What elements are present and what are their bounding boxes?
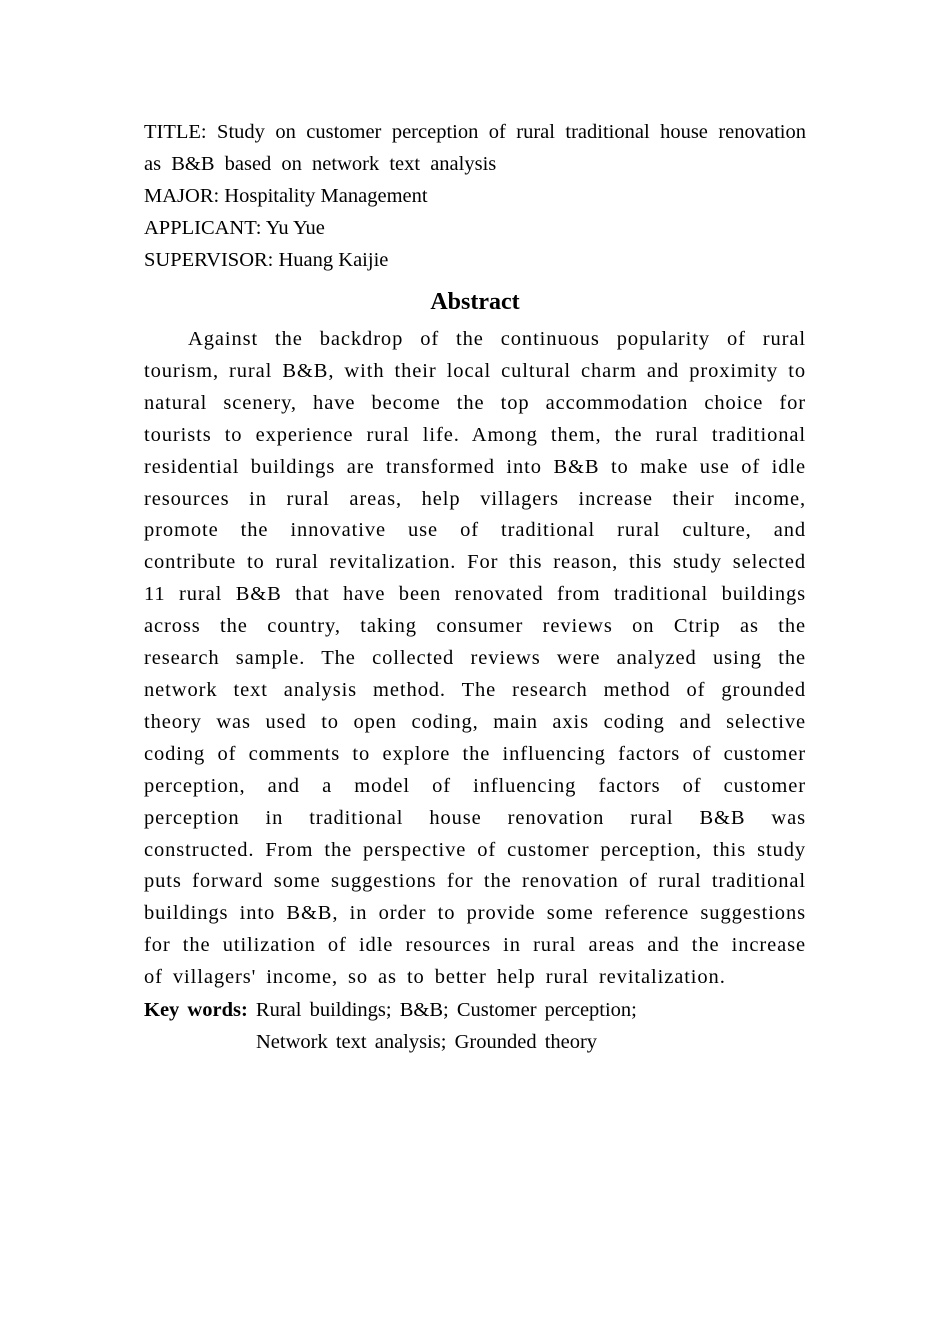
keywords-label: Key words: [144, 999, 248, 1022]
keywords-list-1: Rural buildings; B&B; Customer perception; [255, 999, 637, 1022]
abstract-body: Against the backdrop of the continuous popularity of rural tourism, rural B&B, with their local cultural charm and proximity to natural scenery, have become the top accommodation choice for tourists to experience rural life. Among them, the rural traditional residential buildings are transformed into B&B to make use of idle resources in rural areas, help villagers increase their income, promote the innovative use of traditional rural culture, and contribute to rural revitalization. For this reason, this study selected 11 rural B&B that have been renovated from traditional buildings across the country, taking consumer reviews on Ctrip as the research sample. The collected reviews were analyzed using the network text analysis method. The research method of grounded theory was used to open coding, main axis coding and selective coding of comments to explore the influencing factors of customer perception, and a model of influencing factors of customer perception in traditional house renovation rural B&B was constructed. From the perspective of customer perception, this study puts forward some suggestions for the renovation of rural traditional buildings into B&B, in order to provide some reference suggestions for the utilization of idle resources in rural areas and the increase of villagers' income, so as to better help rural revitalization. [144, 328, 806, 989]
thesis-title: TITLE: Study on customer perception of rural traditional house renovation as B&B based on network text analysis [144, 121, 806, 175]
thesis-applicant: APPLICANT: Yu Yue [144, 217, 325, 239]
abstract-heading: Abstract [430, 289, 520, 315]
thesis-supervisor: SUPERVISOR: Huang Kaijie [144, 249, 389, 271]
thesis-abstract-page [144, 116, 806, 1058]
keywords-line-2 [144, 1026, 806, 1058]
keywords-line-1 [144, 994, 806, 1026]
keywords-list-2: Network text analysis; Grounded theory [256, 1031, 598, 1054]
thesis-major: MAJOR: Hospitality Management [144, 185, 428, 207]
